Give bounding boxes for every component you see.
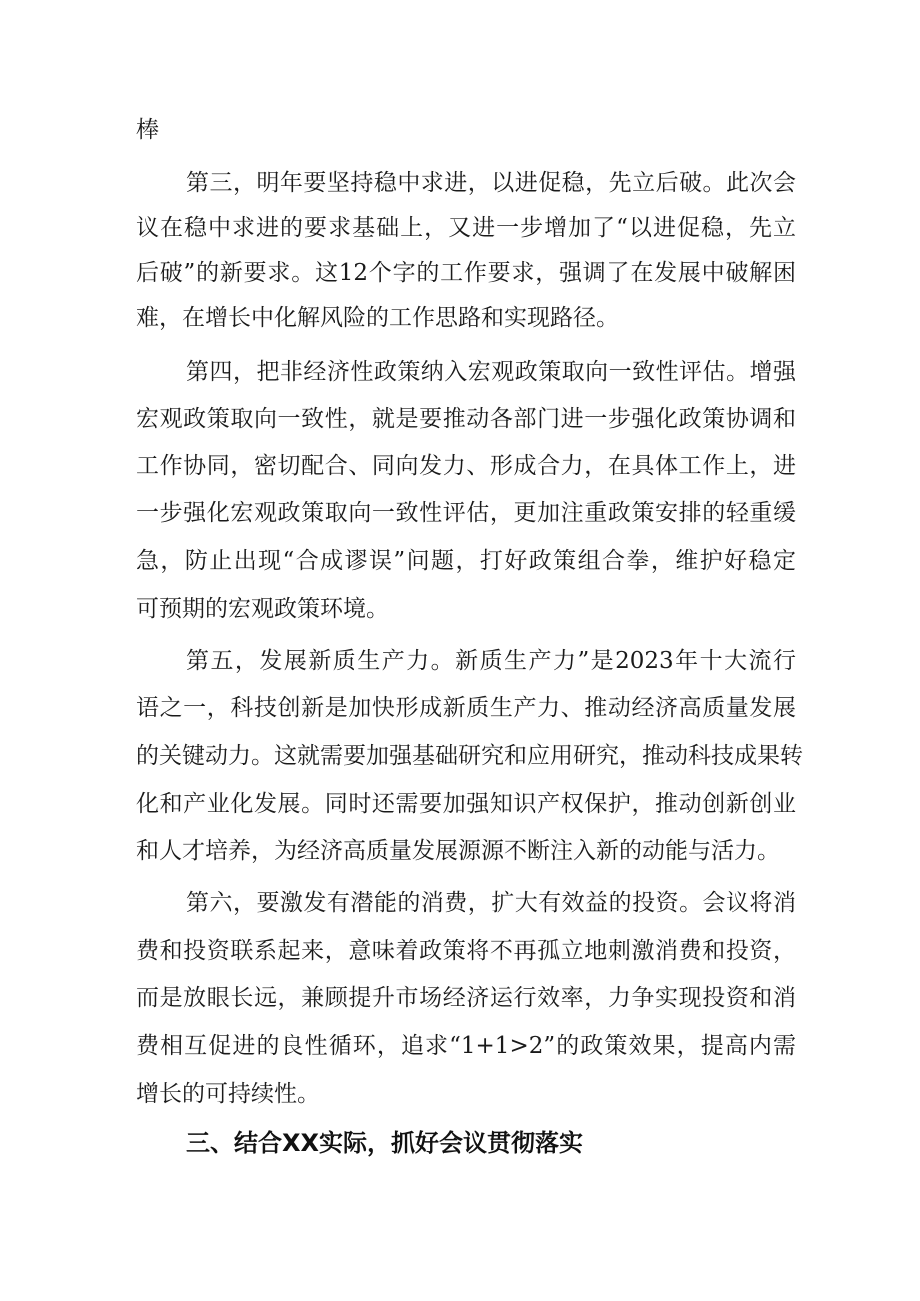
paragraph-line: 难，在增长中化解风险的工作思路和实现路径。	[136, 305, 619, 331]
paragraph-line: 急，防止出现“合成谬误”问题，打好政策组合拳，维护好稳定	[136, 548, 796, 574]
paragraph-line: 费相互促进的良性循环，追求“1+1>2”的政策效果，提高内需	[136, 1033, 796, 1059]
paragraph-line: 和人才培养，为经济高质量发展源源不断注入新的动能与活力。	[136, 838, 780, 864]
paragraph-line: 一步强化宏观政策取向一致性评估，更加注重政策安排的轻重缓	[136, 500, 796, 526]
paragraph-line: 第六，要激发有潜能的消费，扩大有效益的投资。会议将消	[186, 890, 796, 916]
paragraph-line: 语之一，科技创新是加快形成新质生产力、推动经济高质量发展	[136, 695, 796, 721]
paragraph-line: 第四，把非经济性政策纳入宏观政策取向一致性评估。增强	[186, 359, 796, 385]
intro-fragment: 棒	[136, 117, 159, 143]
paragraph-line: 的关键动力。这就需要加强基础研究和应用研究，推动科技成果转	[136, 743, 803, 769]
paragraph-line: 第三，明年要坚持稳中求进，以进促稳，先立后破。此次会	[186, 170, 796, 196]
paragraph-line: 增长的可持续性。	[136, 1081, 320, 1107]
paragraph-line: 可预期的宏观政策环境。	[136, 596, 389, 622]
section-heading: 三、结合XX实际，抓好会议贯彻落实	[186, 1129, 584, 1157]
paragraph-line: 化和产业化发展。同时还需要加强知识产权保护，推动创新创业	[136, 791, 796, 817]
paragraph-line: 后破”的新要求。这12个字的工作要求，强调了在发展中破解困	[136, 260, 796, 286]
paragraph-line: 费和投资联系起来，意味着政策将不再孤立地刺激消费和投资，	[136, 938, 796, 964]
paragraph-line: 第五，发展新质生产力。新质生产力”是2023年十大流行	[186, 648, 796, 674]
paragraph-line: 宏观政策取向一致性，就是要推动各部门进一步强化政策协调和	[136, 406, 796, 432]
paragraph-line: 议在稳中求进的要求基础上，又进一步增加了“以进促稳，先立	[136, 215, 796, 241]
paragraph-line: 工作协同，密切配合、同向发力、形成合力，在具体工作上，进	[136, 453, 796, 479]
paragraph-line: 而是放眼长远，兼顾提升市场经济运行效率，力争实现投资和消	[136, 985, 796, 1011]
